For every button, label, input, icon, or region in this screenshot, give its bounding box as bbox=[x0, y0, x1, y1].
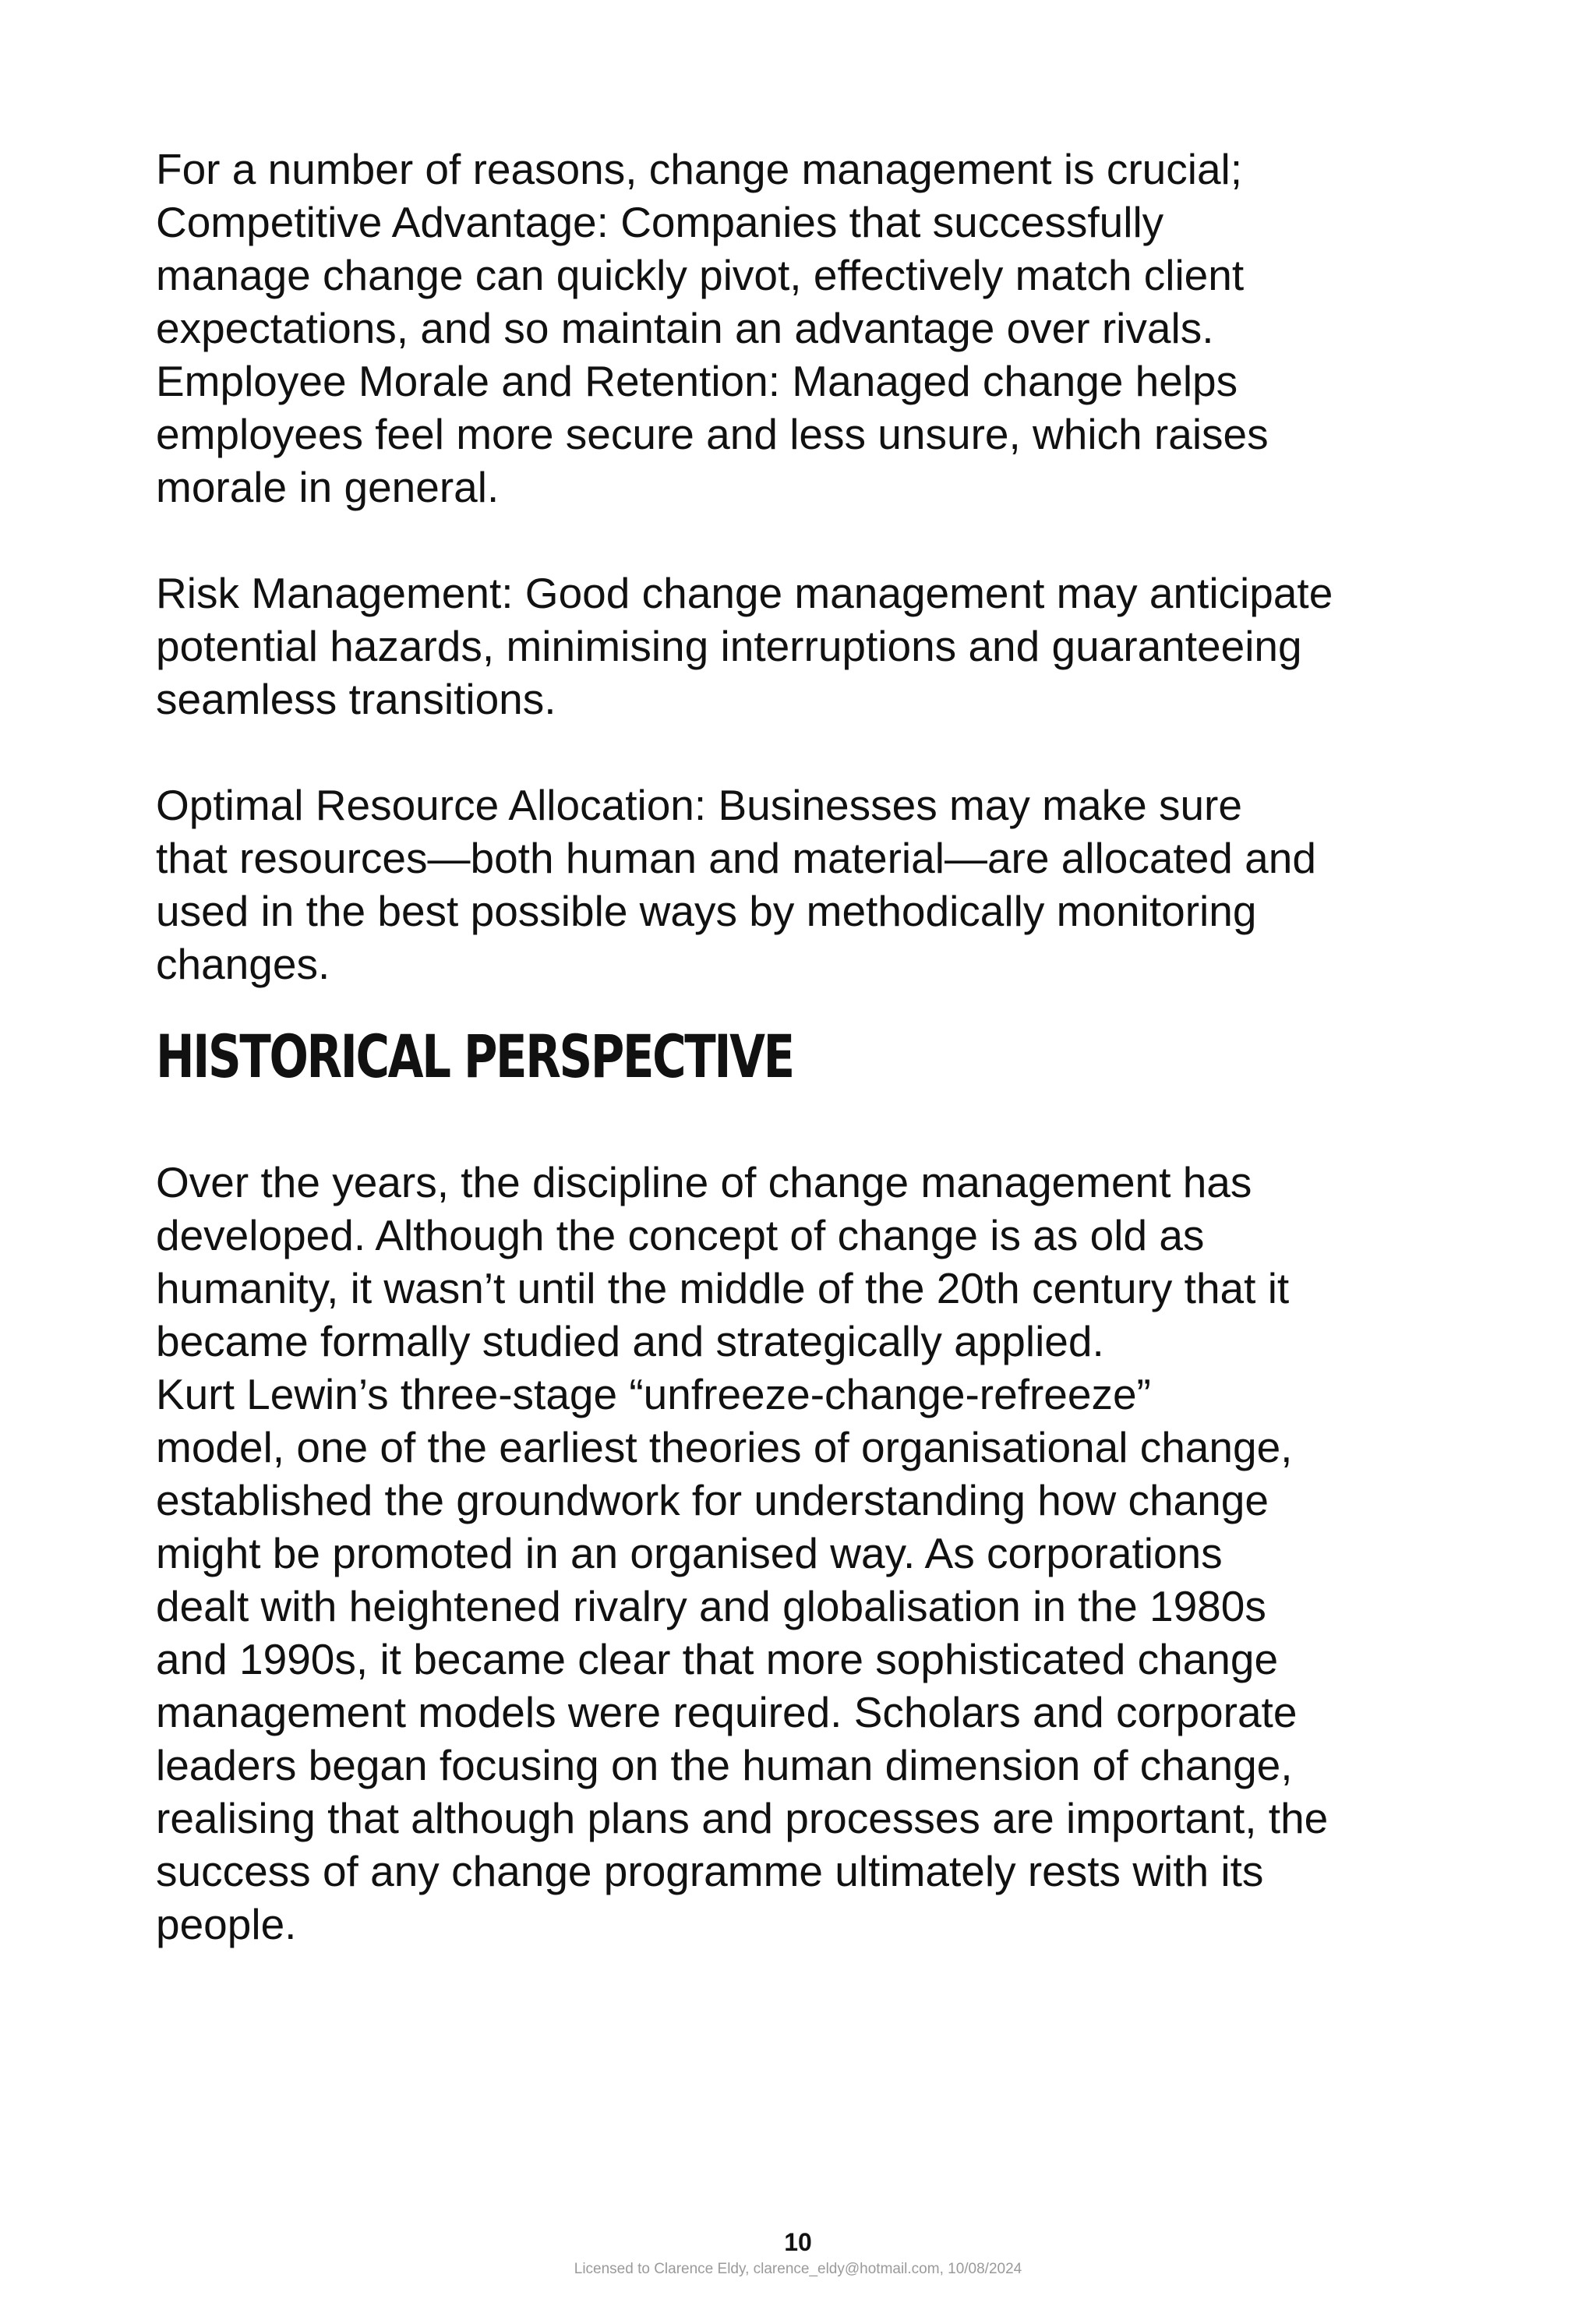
section-heading: HISTORICAL PERSPECTIVE bbox=[156, 1022, 793, 1091]
text-line: developed. Although the concept of change is as old as bbox=[156, 1211, 1205, 1259]
text-line: employees feel more secure and less unsure, which raises bbox=[156, 410, 1269, 458]
text-line: Employee Morale and Retention: Managed change helps bbox=[156, 357, 1238, 405]
text-line: humanity, it wasn’t until the middle of the 20th century that it bbox=[156, 1264, 1290, 1312]
text-line: Optimal Resource Allocation: Businesses may make sure bbox=[156, 781, 1242, 829]
paragraph-historical-perspective bbox=[156, 1156, 1465, 1951]
text-line: For a number of reasons, change management is crucial; bbox=[156, 145, 1243, 193]
text-line: seamless transitions. bbox=[156, 675, 556, 723]
text-line: established the groundwork for understanding how change bbox=[156, 1476, 1269, 1524]
text-line: became formally studied and strategically applied. bbox=[156, 1317, 1104, 1365]
text-line: model, one of the earliest theories of organisational change, bbox=[156, 1423, 1293, 1471]
text-line: Competitive Advantage: Companies that successfully bbox=[156, 198, 1164, 246]
paragraph-risk-management bbox=[156, 567, 1465, 726]
license-notice: Licensed to Clarence Eldy, clarence_eldy@hotmail.com, 10/08/2024 bbox=[574, 2261, 1022, 2277]
text-line: potential hazards, minimising interruptions and guaranteeing bbox=[156, 622, 1302, 670]
text-line: management models were required. Scholars and corporate bbox=[156, 1688, 1298, 1736]
text-line: used in the best possible ways by methodically monitoring bbox=[156, 887, 1257, 935]
text-line: changes. bbox=[156, 940, 330, 988]
text-line: people. bbox=[156, 1900, 297, 1948]
text-line: Over the years, the discipline of change management has bbox=[156, 1158, 1252, 1206]
text-line: manage change can quickly pivot, effectively match client bbox=[156, 251, 1245, 299]
text-line: dealt with heightened rivalry and globalisation in the 1980s bbox=[156, 1582, 1266, 1630]
text-line: Kurt Lewin’s three-stage “unfreeze-change-refreeze” bbox=[156, 1370, 1151, 1418]
text-line: that resources—both human and material—are allocated and bbox=[156, 834, 1316, 882]
text-line: and 1990s, it became clear that more sophisticated change bbox=[156, 1635, 1279, 1683]
page-content bbox=[156, 143, 1465, 2004]
text-line: success of any change programme ultimately rests with its bbox=[156, 1847, 1264, 1895]
text-line: leaders began focusing on the human dimension of change, bbox=[156, 1741, 1293, 1789]
page-number: 10 bbox=[784, 2228, 812, 2256]
text-line: Risk Management: Good change management may anticipate bbox=[156, 569, 1333, 617]
text-line: expectations, and so maintain an advantage over rivals. bbox=[156, 304, 1214, 352]
text-line: realising that although plans and processes are important, the bbox=[156, 1794, 1329, 1842]
paragraph-resource-allocation bbox=[156, 779, 1465, 991]
paragraph-importance bbox=[156, 143, 1465, 514]
text-line: morale in general. bbox=[156, 463, 500, 511]
text-line: might be promoted in an organised way. As corporations bbox=[156, 1529, 1223, 1577]
